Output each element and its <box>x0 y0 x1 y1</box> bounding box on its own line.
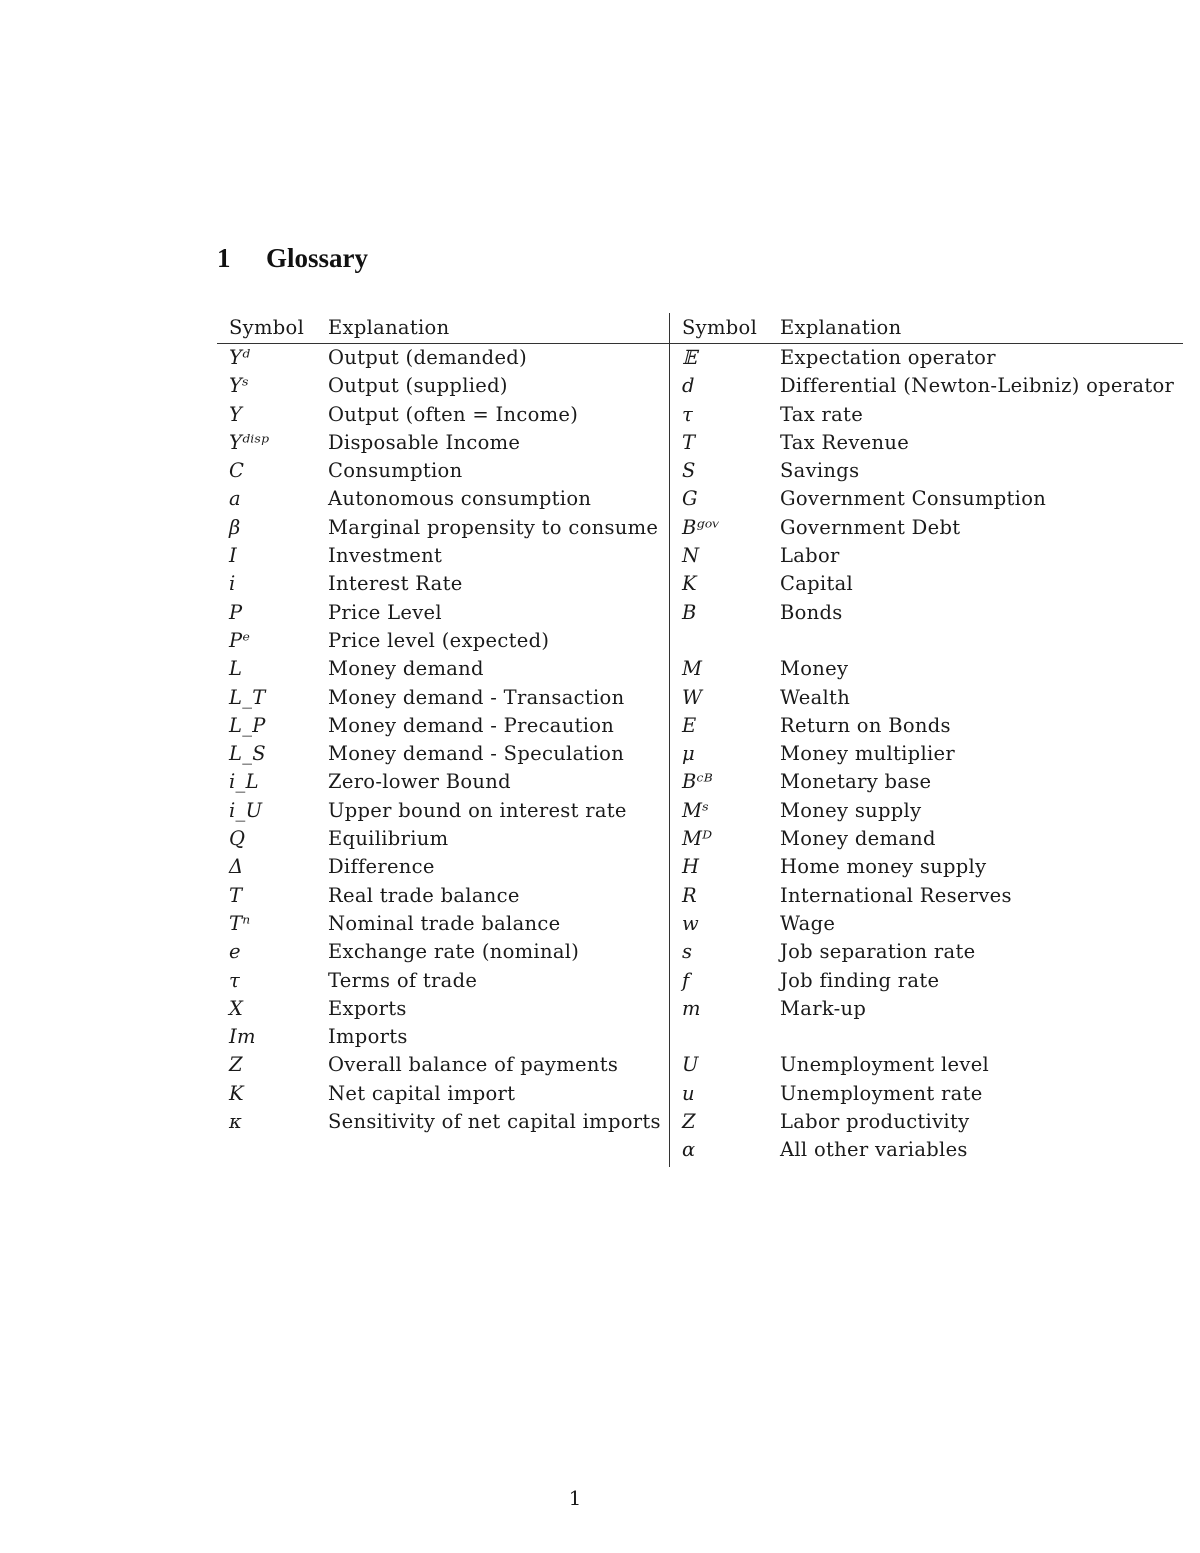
glossary-explanation: Exchange rate (nominal) <box>328 940 580 964</box>
glossary-symbol: Im <box>229 1025 256 1049</box>
glossary-symbol: X <box>229 996 244 1020</box>
glossary-symbol: Yᵈⁱˢᵖ <box>229 430 270 454</box>
glossary-row <box>217 825 669 853</box>
glossary-row <box>217 853 669 881</box>
glossary-symbol: α <box>682 1138 696 1162</box>
glossary-row <box>217 1051 669 1079</box>
glossary-row <box>670 712 1183 740</box>
glossary-explanation: Government Consumption <box>780 487 1047 511</box>
glossary-symbol: Pᵉ <box>229 628 251 652</box>
glossary-explanation: Money demand - Transaction <box>328 685 625 709</box>
glossary-symbol: S <box>682 459 696 483</box>
glossary-row <box>670 882 1183 910</box>
glossary-symbol: B <box>682 600 697 624</box>
glossary-symbol: μ <box>682 742 695 766</box>
glossary-explanation: Unemployment level <box>780 1053 990 1077</box>
glossary-row <box>217 882 669 910</box>
glossary-symbol: G <box>682 487 698 511</box>
glossary-explanation: Price Level <box>328 600 442 624</box>
glossary-explanation: Labor <box>780 544 840 568</box>
glossary-symbol: Z <box>229 1053 243 1077</box>
table-header-row <box>670 313 1183 344</box>
glossary-symbol: Y <box>229 402 243 426</box>
glossary-row <box>670 910 1183 938</box>
glossary-symbol: i <box>229 572 236 596</box>
glossary-explanation: Government Debt <box>780 515 961 539</box>
glossary-symbol: τ <box>229 968 241 992</box>
glossary-explanation: Job finding rate <box>780 968 940 992</box>
glossary-row <box>670 1051 1183 1079</box>
glossary-explanation: International Reserves <box>780 883 1012 907</box>
glossary-explanation: Return on Bonds <box>780 713 951 737</box>
glossary-explanation: Upper bound on interest rate <box>328 798 627 822</box>
glossary-symbol: Bᶜᴮ <box>682 770 714 794</box>
glossary-explanation: Labor productivity <box>780 1110 970 1134</box>
glossary-row <box>217 1080 669 1108</box>
glossary-explanation: Real trade balance <box>328 883 520 907</box>
glossary-explanation: Sensitivity of net capital imports <box>328 1110 661 1134</box>
glossary-explanation: Money demand <box>328 657 484 681</box>
glossary-table <box>217 313 1182 1167</box>
glossary-explanation: Money supply <box>780 798 922 822</box>
glossary-symbol: L <box>229 657 243 681</box>
glossary-explanation: Exports <box>328 996 407 1020</box>
glossary-explanation: Capital <box>780 572 854 596</box>
explanation-header: Explanation <box>780 316 902 339</box>
glossary-left-column <box>217 313 669 1165</box>
glossary-row <box>217 627 669 655</box>
glossary-row <box>670 1023 1183 1051</box>
glossary-symbol: Yᵈ <box>229 346 251 369</box>
glossary-row <box>670 344 1183 372</box>
glossary-symbol: a <box>229 487 241 511</box>
glossary-explanation: Consumption <box>328 459 463 483</box>
section-heading <box>217 243 368 274</box>
glossary-row <box>670 938 1183 966</box>
glossary-symbol: τ <box>682 402 694 426</box>
glossary-symbol: e <box>229 940 241 964</box>
glossary-row <box>217 797 669 825</box>
glossary-symbol: Z <box>682 1110 696 1134</box>
glossary-symbol: T <box>682 430 696 454</box>
glossary-symbol: L_S <box>229 742 266 766</box>
glossary-symbol: u <box>682 1081 695 1105</box>
glossary-explanation: Overall balance of payments <box>328 1053 619 1077</box>
glossary-row <box>217 655 669 683</box>
glossary-explanation: Differential (Newton-Leibniz) operator <box>780 374 1175 398</box>
glossary-symbol: U <box>682 1053 699 1077</box>
glossary-row <box>217 684 669 712</box>
glossary-explanation: Net capital import <box>328 1081 516 1105</box>
glossary-explanation: Bonds <box>780 600 843 624</box>
glossary-symbol: L_T <box>229 685 266 709</box>
glossary-explanation: Terms of trade <box>328 968 478 992</box>
glossary-row <box>217 1136 669 1164</box>
glossary-explanation: Price level (expected) <box>328 628 550 652</box>
glossary-row <box>670 740 1183 768</box>
glossary-explanation: All other variables <box>780 1138 968 1162</box>
glossary-row <box>217 740 669 768</box>
glossary-row <box>217 457 669 485</box>
glossary-explanation: Output (demanded) <box>328 346 527 369</box>
glossary-row <box>217 599 669 627</box>
section-title: Glossary <box>266 243 369 273</box>
glossary-row <box>670 485 1183 513</box>
glossary-row <box>670 655 1183 683</box>
glossary-row <box>670 797 1183 825</box>
glossary-row <box>670 457 1183 485</box>
glossary-row <box>217 401 669 429</box>
glossary-symbol: Mˢ <box>682 798 710 822</box>
glossary-symbol: Δ <box>229 855 244 879</box>
glossary-symbol: W <box>682 685 703 709</box>
glossary-row <box>217 570 669 598</box>
glossary-row <box>217 429 669 457</box>
glossary-explanation: Marginal propensity to consume <box>328 515 659 539</box>
glossary-symbol: f <box>682 968 690 992</box>
glossary-row <box>217 712 669 740</box>
glossary-row <box>670 1108 1183 1136</box>
glossary-explanation: Zero-lower Bound <box>328 770 511 794</box>
glossary-explanation: Wage <box>780 911 836 935</box>
glossary-explanation: Autonomous consumption <box>328 487 592 511</box>
glossary-row <box>217 995 669 1023</box>
glossary-symbol: P <box>229 600 243 624</box>
glossary-row <box>670 684 1183 712</box>
symbol-header: Symbol <box>682 316 758 339</box>
glossary-row <box>670 570 1183 598</box>
glossary-explanation: Money demand - Speculation <box>328 742 625 766</box>
glossary-explanation: Output (supplied) <box>328 374 508 398</box>
glossary-row <box>217 372 669 400</box>
glossary-symbol: Mᴰ <box>682 827 713 851</box>
glossary-symbol: 𝔼 <box>682 346 698 369</box>
glossary-symbol: d <box>682 374 695 398</box>
glossary-explanation: Money multiplier <box>780 742 955 766</box>
glossary-row <box>670 514 1183 542</box>
glossary-explanation: Tax Revenue <box>780 430 910 454</box>
glossary-explanation: Unemployment rate <box>780 1081 983 1105</box>
glossary-row <box>670 825 1183 853</box>
glossary-explanation: Disposable Income <box>328 430 521 454</box>
glossary-explanation: Job separation rate <box>780 940 976 964</box>
glossary-symbol: i_L <box>229 770 259 794</box>
symbol-header: Symbol <box>229 316 305 339</box>
glossary-explanation: Mark-up <box>780 996 867 1020</box>
glossary-symbol: m <box>682 996 701 1020</box>
glossary-symbol: Bᵍᵒᵛ <box>682 515 721 539</box>
glossary-row <box>217 1108 669 1136</box>
glossary-row <box>217 967 669 995</box>
explanation-header: Explanation <box>328 316 450 339</box>
glossary-row <box>217 938 669 966</box>
glossary-right-column <box>669 313 1183 1167</box>
glossary-symbol: I <box>229 544 238 568</box>
glossary-explanation: Output (often = Income) <box>328 402 579 426</box>
glossary-explanation: Money demand <box>780 827 936 851</box>
glossary-row <box>670 853 1183 881</box>
glossary-symbol: K <box>682 572 697 596</box>
glossary-symbol: H <box>682 855 700 879</box>
glossary-symbol: s <box>682 940 693 964</box>
glossary-row <box>217 485 669 513</box>
glossary-symbol: κ <box>229 1110 243 1134</box>
glossary-symbol: R <box>682 883 697 907</box>
glossary-explanation: Money demand - Precaution <box>328 713 615 737</box>
glossary-symbol: T <box>229 883 243 907</box>
glossary-row <box>670 768 1183 796</box>
glossary-symbol: C <box>229 459 245 483</box>
glossary-row <box>217 514 669 542</box>
glossary-explanation: Imports <box>328 1025 408 1049</box>
glossary-explanation: Interest Rate <box>328 572 463 596</box>
glossary-row <box>670 967 1183 995</box>
glossary-explanation: Wealth <box>780 685 851 709</box>
glossary-row <box>217 542 669 570</box>
glossary-explanation: Investment <box>328 544 443 568</box>
glossary-row <box>670 542 1183 570</box>
glossary-row <box>670 1136 1183 1164</box>
glossary-symbol: K <box>229 1081 244 1105</box>
glossary-symbol: N <box>682 544 700 568</box>
glossary-row <box>670 1080 1183 1108</box>
glossary-row <box>670 995 1183 1023</box>
glossary-explanation: Tax rate <box>780 402 864 426</box>
glossary-symbol: L_P <box>229 713 266 737</box>
glossary-explanation: Difference <box>328 855 435 879</box>
glossary-row <box>670 372 1183 400</box>
glossary-row <box>670 627 1183 655</box>
glossary-symbol: E <box>682 713 697 737</box>
glossary-explanation: Money <box>780 657 849 681</box>
glossary-symbol: i_U <box>229 798 263 822</box>
glossary-row <box>217 910 669 938</box>
glossary-row <box>670 429 1183 457</box>
glossary-explanation: Monetary base <box>780 770 932 794</box>
glossary-symbol: Q <box>229 827 246 851</box>
glossary-row <box>217 1023 669 1051</box>
glossary-explanation: Equilibrium <box>328 827 449 851</box>
glossary-symbol: β <box>229 515 241 539</box>
glossary-symbol: M <box>682 657 703 681</box>
glossary-explanation: Expectation operator <box>780 346 996 369</box>
section-number: 1 <box>217 243 231 273</box>
glossary-explanation: Nominal trade balance <box>328 911 561 935</box>
glossary-explanation: Home money supply <box>780 855 987 879</box>
glossary-symbol: w <box>682 911 699 935</box>
page-number: 1 <box>568 1486 582 1510</box>
glossary-row <box>670 599 1183 627</box>
glossary-explanation: Savings <box>780 459 860 483</box>
glossary-symbol: Tⁿ <box>229 911 251 935</box>
glossary-row <box>217 344 669 372</box>
glossary-symbol: Yˢ <box>229 374 250 398</box>
table-header-row <box>217 313 669 344</box>
glossary-row <box>670 401 1183 429</box>
glossary-row <box>217 768 669 796</box>
